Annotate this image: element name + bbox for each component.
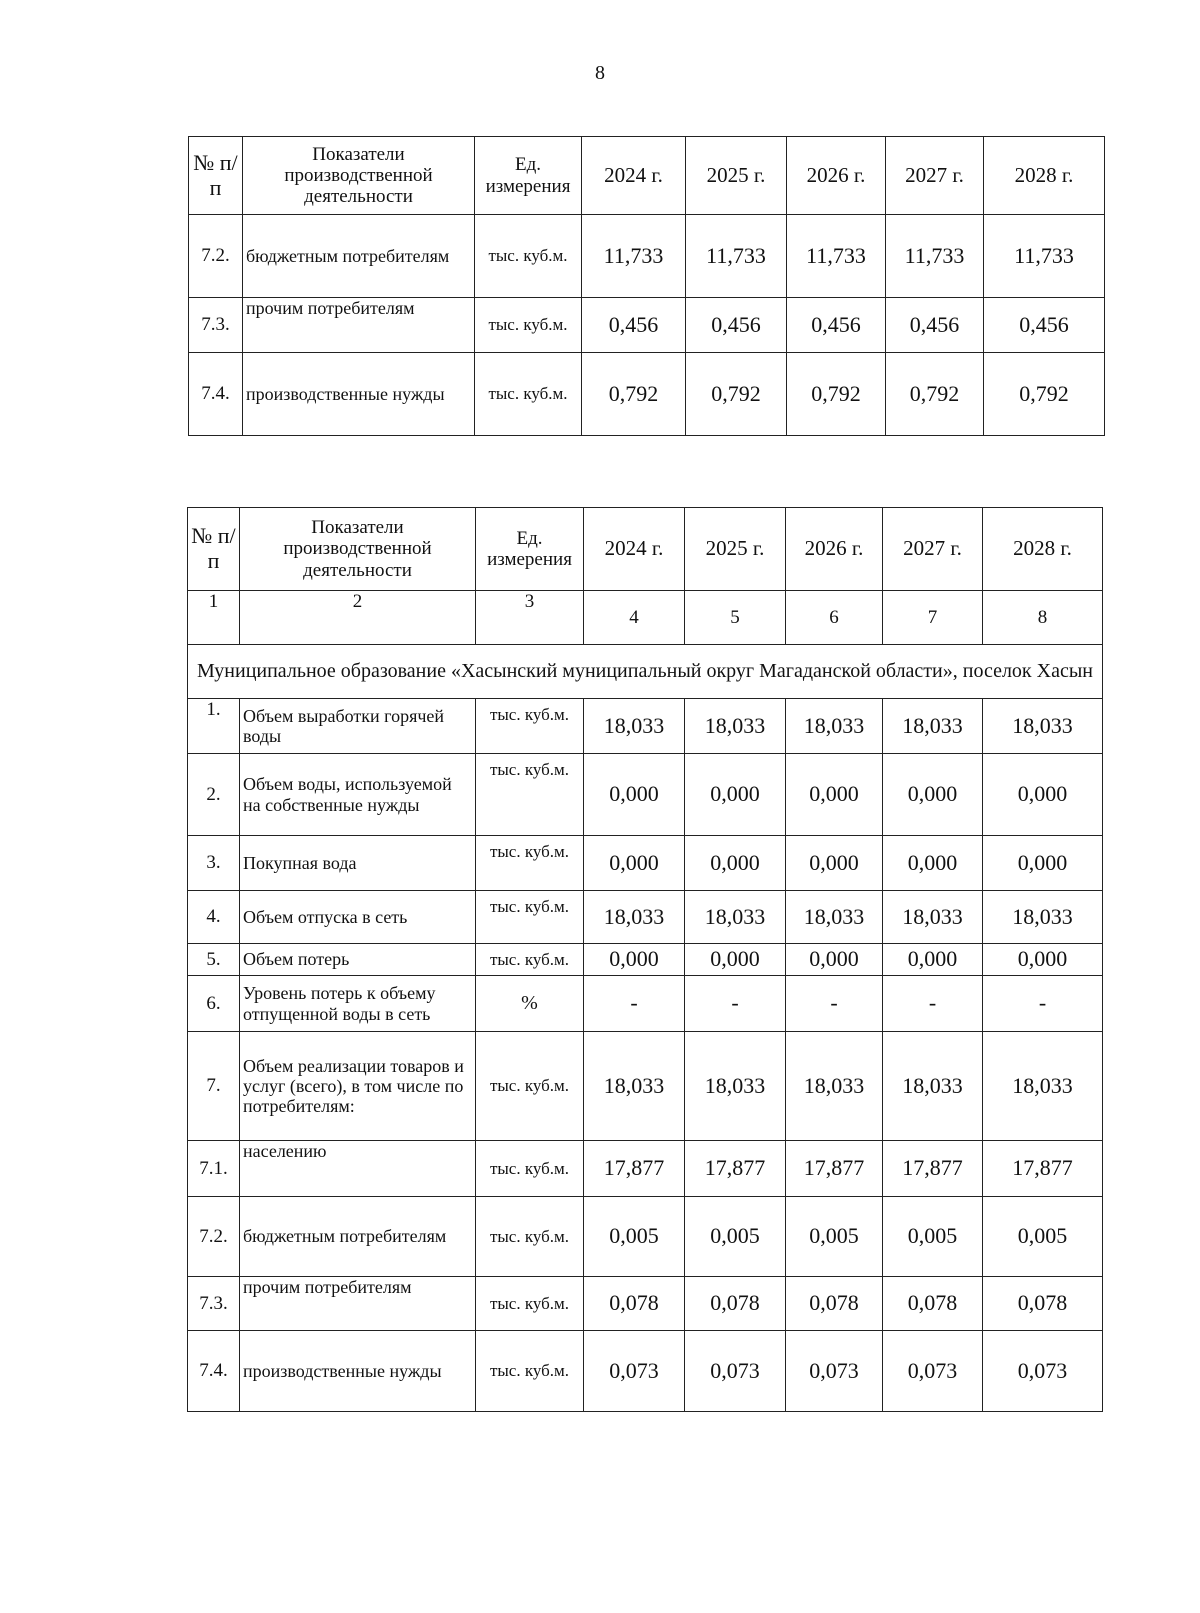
row-value: 0,000 — [786, 944, 883, 976]
row-value: - — [685, 976, 786, 1032]
row-number: 4. — [188, 891, 240, 944]
row-value: 0,000 — [786, 836, 883, 891]
row-indicator: Уровень потерь к объему отпущенной воды в сеть — [240, 976, 476, 1032]
row-unit: % — [476, 976, 584, 1032]
row-value: - — [786, 976, 883, 1032]
row-unit: тыс. куб.м. — [476, 754, 584, 836]
row-value: 0,792 — [582, 353, 686, 436]
row-value: - — [584, 976, 685, 1032]
row-indicator: населению — [240, 1141, 476, 1197]
row-value: 0,000 — [685, 944, 786, 976]
table-row — [188, 976, 1103, 1032]
header-year: 2028 г. — [984, 137, 1105, 215]
row-unit: тыс. куб.м. — [476, 836, 584, 891]
row-value: 18,033 — [983, 699, 1103, 754]
row-value: 11,733 — [787, 215, 886, 298]
row-value: 18,033 — [685, 891, 786, 944]
row-value: 11,733 — [686, 215, 787, 298]
header-year: 2024 г. — [584, 508, 685, 591]
row-number: 3. — [188, 836, 240, 891]
row-indicator: Объем отпуска в сеть — [240, 891, 476, 944]
header-row — [189, 137, 1105, 215]
row-unit: тыс. куб.м. — [476, 1277, 584, 1331]
row-value: 0,000 — [983, 754, 1103, 836]
row-unit: тыс. куб.м. — [475, 353, 582, 436]
row-value: 18,033 — [786, 891, 883, 944]
row-unit: тыс. куб.м. — [475, 215, 582, 298]
header-year: 2027 г. — [883, 508, 983, 591]
row-value: 0,000 — [883, 754, 983, 836]
row-indicator: Объем выработки горячей воды — [240, 699, 476, 754]
row-value: 17,877 — [786, 1141, 883, 1197]
row-value: 18,033 — [883, 891, 983, 944]
row-value: 0,000 — [983, 944, 1103, 976]
row-value: 0,792 — [686, 353, 787, 436]
row-value: 0,073 — [883, 1331, 983, 1412]
table-row — [188, 1277, 1103, 1331]
header-indicator: Показатели производственной деятельности — [243, 137, 475, 215]
row-value: 11,733 — [582, 215, 686, 298]
row-number: 7.2. — [189, 215, 243, 298]
row-indicator: Объем воды, используемой на собственные нужды — [240, 754, 476, 836]
column-number: 5 — [685, 591, 786, 645]
row-value: 0,073 — [584, 1331, 685, 1412]
row-value: 0,000 — [584, 754, 685, 836]
row-value: 0,792 — [984, 353, 1105, 436]
row-value: 0,073 — [786, 1331, 883, 1412]
section-title: Муниципальное образование «Хасынский муниципальный округ Магаданской области», поселок Хасын — [188, 645, 1103, 699]
row-indicator: бюджетным потребителям — [240, 1197, 476, 1277]
row-value: 17,877 — [685, 1141, 786, 1197]
header-year: 2026 г. — [786, 508, 883, 591]
table-row — [189, 298, 1105, 353]
column-number: 6 — [786, 591, 883, 645]
row-unit: тыс. куб.м. — [476, 1197, 584, 1277]
row-value: 18,033 — [883, 699, 983, 754]
header-year: 2025 г. — [686, 137, 787, 215]
header-year: 2026 г. — [787, 137, 886, 215]
table-row — [188, 699, 1103, 754]
row-value: 0,005 — [786, 1197, 883, 1277]
row-value: - — [883, 976, 983, 1032]
row-value: 18,033 — [584, 699, 685, 754]
header-year: 2027 г. — [886, 137, 984, 215]
row-value: 0,792 — [886, 353, 984, 436]
row-value: 0,005 — [685, 1197, 786, 1277]
row-unit: тыс. куб.м. — [476, 1331, 584, 1412]
header-no: № п/п — [188, 508, 240, 591]
row-value: 0,000 — [883, 944, 983, 976]
row-value: 17,877 — [983, 1141, 1103, 1197]
header-no: № п/п — [189, 137, 243, 215]
row-value: 0,000 — [983, 836, 1103, 891]
row-number: 2. — [188, 754, 240, 836]
row-unit: тыс. куб.м. — [476, 699, 584, 754]
table-row — [188, 1197, 1103, 1277]
row-value: 18,033 — [685, 1032, 786, 1141]
header-unit: Ед. измерения — [475, 137, 582, 215]
row-number: 1. — [188, 699, 240, 754]
column-number: 2 — [240, 591, 476, 645]
column-number: 7 — [883, 591, 983, 645]
row-indicator: прочим потребителям — [243, 298, 475, 353]
row-value: 18,033 — [584, 891, 685, 944]
row-value: 18,033 — [983, 1032, 1103, 1141]
row-value: 0,000 — [786, 754, 883, 836]
row-unit: тыс. куб.м. — [475, 298, 582, 353]
table-row — [188, 754, 1103, 836]
table-row — [189, 353, 1105, 436]
row-value: 0,005 — [584, 1197, 685, 1277]
row-number: 7.3. — [189, 298, 243, 353]
row-indicator: производственные нужды — [240, 1331, 476, 1412]
header-year: 2028 г. — [983, 508, 1103, 591]
row-indicator: Покупная вода — [240, 836, 476, 891]
row-value: 0,073 — [685, 1331, 786, 1412]
row-value: 0,078 — [983, 1277, 1103, 1331]
row-value: 0,078 — [786, 1277, 883, 1331]
row-number: 7.4. — [189, 353, 243, 436]
column-number: 1 — [188, 591, 240, 645]
column-number: 8 — [983, 591, 1103, 645]
row-value: 0,000 — [883, 836, 983, 891]
row-indicator: производственные нужды — [243, 353, 475, 436]
row-number: 7.1. — [188, 1141, 240, 1197]
row-value: 18,033 — [883, 1032, 983, 1141]
row-unit: тыс. куб.м. — [476, 1141, 584, 1197]
column-number: 3 — [476, 591, 584, 645]
row-value: 0,078 — [584, 1277, 685, 1331]
indicators-table-khasyn — [187, 507, 1103, 1412]
row-value: 18,033 — [584, 1032, 685, 1141]
header-year: 2024 г. — [582, 137, 686, 215]
row-value: 0,456 — [686, 298, 787, 353]
row-number: 7.3. — [188, 1277, 240, 1331]
row-indicator: бюджетным потребителям — [243, 215, 475, 298]
row-number: 7.2. — [188, 1197, 240, 1277]
row-value: 0,078 — [685, 1277, 786, 1331]
header-year: 2025 г. — [685, 508, 786, 591]
header-unit: Ед. измерения — [476, 508, 584, 591]
row-value: 18,033 — [983, 891, 1103, 944]
row-number: 7. — [188, 1032, 240, 1141]
row-value: 0,456 — [886, 298, 984, 353]
indicators-table-continued — [188, 136, 1105, 436]
row-value: 0,000 — [685, 836, 786, 891]
header-indicator: Показатели производственной деятельности — [240, 508, 476, 591]
table-row — [188, 944, 1103, 976]
row-indicator: прочим потребителям — [240, 1277, 476, 1331]
table-row — [188, 836, 1103, 891]
row-indicator: Объем потерь — [240, 944, 476, 976]
column-number-row — [188, 591, 1103, 645]
section-row — [188, 645, 1103, 699]
row-value: 17,877 — [584, 1141, 685, 1197]
table-row — [188, 1141, 1103, 1197]
row-indicator: Объем реализации товаров и услуг (всего), в том числе по потребителям: — [240, 1032, 476, 1141]
table-row — [188, 1331, 1103, 1412]
row-unit: тыс. куб.м. — [476, 944, 584, 976]
header-row — [188, 508, 1103, 591]
row-value: 0,456 — [984, 298, 1105, 353]
row-number: 6. — [188, 976, 240, 1032]
row-value: 0,078 — [883, 1277, 983, 1331]
row-value: 0,000 — [584, 944, 685, 976]
row-unit: тыс. куб.м. — [476, 1032, 584, 1141]
column-number: 4 — [584, 591, 685, 645]
row-value: 0,073 — [983, 1331, 1103, 1412]
row-value: 0,456 — [582, 298, 686, 353]
row-value: 11,733 — [984, 215, 1105, 298]
row-value: 0,000 — [584, 836, 685, 891]
row-value: 18,033 — [786, 1032, 883, 1141]
row-value: 0,792 — [787, 353, 886, 436]
row-value: 18,033 — [685, 699, 786, 754]
row-value: 11,733 — [886, 215, 984, 298]
table-row — [188, 891, 1103, 944]
row-value: 0,005 — [983, 1197, 1103, 1277]
row-value: 0,456 — [787, 298, 886, 353]
row-value: 18,033 — [786, 699, 883, 754]
page-number: 8 — [595, 62, 605, 84]
row-number: 7.4. — [188, 1331, 240, 1412]
row-value: 17,877 — [883, 1141, 983, 1197]
row-value: 0,005 — [883, 1197, 983, 1277]
row-unit: тыс. куб.м. — [476, 891, 584, 944]
table-row — [188, 1032, 1103, 1141]
table-row — [189, 215, 1105, 298]
row-value: 0,000 — [685, 754, 786, 836]
row-number: 5. — [188, 944, 240, 976]
row-value: - — [983, 976, 1103, 1032]
